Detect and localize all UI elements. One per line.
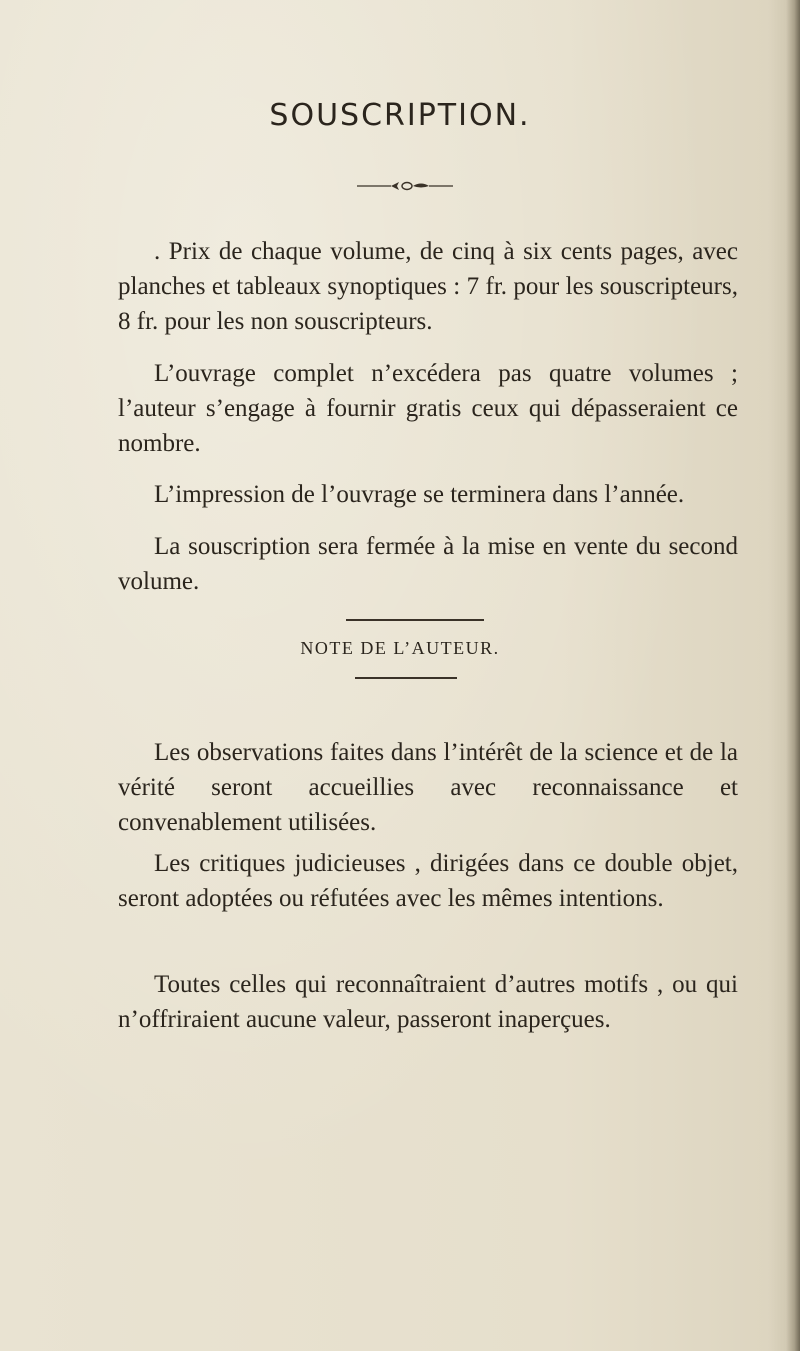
title-flourish-ornament xyxy=(357,180,453,192)
note-observations-paragraph: Les observations faites dans l’intérêt de la science et de la vérité seront accueillies avec reconnaissance et convenablement utilisées. xyxy=(118,739,738,836)
volume-limit-paragraph: L’ouvrage complet n’excédera pas quatre volumes ; l’auteur s’engage à fournir gratis ceux qui dépasseraient ce nombre. xyxy=(118,360,738,457)
printing-schedule-paragraph: L’impression de l’ouvrage se terminera dans l’année. xyxy=(154,481,685,508)
section-divider-bottom xyxy=(355,677,457,679)
page-title: SOUSCRIPTION. xyxy=(269,98,531,133)
subscription-close-paragraph: La souscription sera fermée à la mise en vente du second volume. xyxy=(118,533,738,595)
page-edge-shadow xyxy=(786,0,800,1351)
section-divider-top xyxy=(346,619,484,621)
subscription-price-paragraph: . Prix de chaque volume, de cinq à six cents pages, avec planches et tableaux synoptiques : 7 fr. pour les souscripteurs, 8 fr. pour les non souscripteurs. xyxy=(118,238,738,335)
note-critiques-paragraph: Les critiques judicieuses , dirigées dans ce double objet, seront adoptées ou réfutées avec les mêmes intentions. xyxy=(118,850,738,912)
note-other-motives-paragraph: Toutes celles qui reconnaîtraient d’autres motifs , ou qui n’offriraient aucune valeur, passeront inaperçues. xyxy=(118,971,738,1033)
note-heading: NOTE DE L’AUTEUR. xyxy=(300,638,500,658)
